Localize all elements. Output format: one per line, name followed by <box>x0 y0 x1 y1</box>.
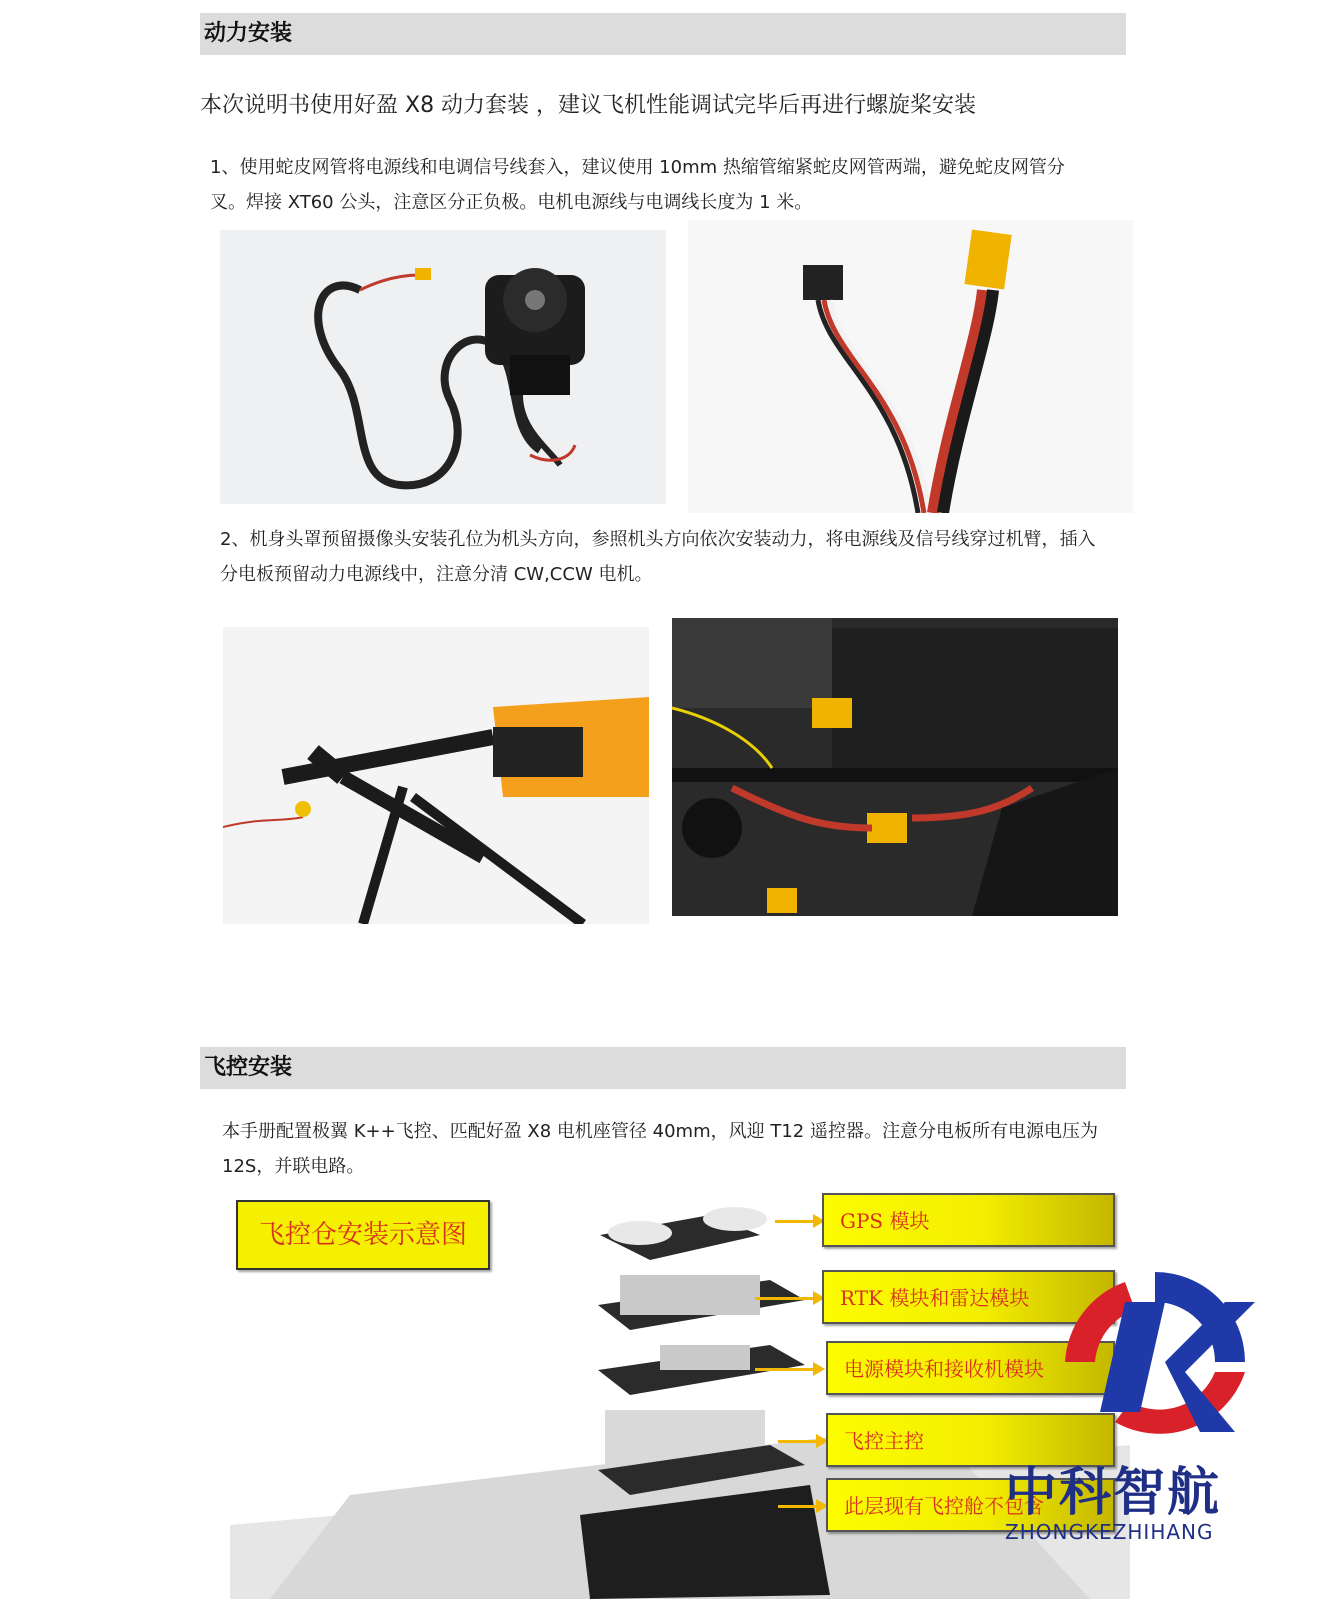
intro-text: 本次说明书使用好盈 X8 动力套装 ，建议飞机性能调试完毕后再进行螺旋桨安装 <box>200 93 977 118</box>
section-header-power <box>200 13 1126 55</box>
callout-label: GPS 模块 <box>840 1209 930 1233</box>
arrow-bottom <box>778 1505 818 1508</box>
section-title: 飞控安装 <box>204 1055 293 1080</box>
arrow-gps <box>775 1220 815 1223</box>
motor-cable-photo <box>220 230 666 504</box>
step-2-text: 2、机身头罩预留摄像头安装孔位为机头方向，参照机头方向依次安装动力，将电源线及信号线穿过机臂，插入分电板预留动力电源线中，注意分清 CW,CCW 电机。 <box>220 529 1096 585</box>
section-header-flight-controller <box>200 1047 1126 1089</box>
callout-label: 电源模块和接收机模块 <box>844 1357 1044 1381</box>
logo-text-en: ZHONGKEZHIHANG <box>1005 1520 1214 1544</box>
arrow-fc <box>778 1440 818 1443</box>
logo-mark <box>1055 1262 1255 1462</box>
section-title: 动力安装 <box>204 21 293 46</box>
diagram-title: 飞控仓安装示意图 <box>236 1200 490 1270</box>
callout-label: RTK 模块和雷达模块 <box>840 1286 1030 1310</box>
step-1-text: 1、使用蛇皮网管将电源线和电调信号线套入，建议使用 10mm 热缩管缩紧蛇皮网管两端，避免蛇皮网管分叉。焊接 XT60 公头，注意区分正负极。电机电源线与电调线长度为 1 米。 <box>210 157 1065 213</box>
arrow-power <box>755 1368 815 1371</box>
flight-controller-desc: 本手册配置极翼 K++飞控、匹配好盈 X8 电机座管径 40mm，风迎 T12 遥控器。注意分电板所有电源电压为 12S，并联电路。 <box>222 1121 1098 1177</box>
callout-gps <box>822 1193 1115 1247</box>
callout-label: 此层现有飞控舱不包含 <box>844 1494 1044 1518</box>
arrow-rtk <box>755 1297 815 1300</box>
callout-label: 飞控主控 <box>844 1429 924 1453</box>
frame-interior-photo <box>672 618 1118 916</box>
arm-install-photo <box>223 627 649 924</box>
connectors-photo <box>688 220 1133 513</box>
logo-text-cn: 中科智航 <box>1005 1463 1222 1523</box>
